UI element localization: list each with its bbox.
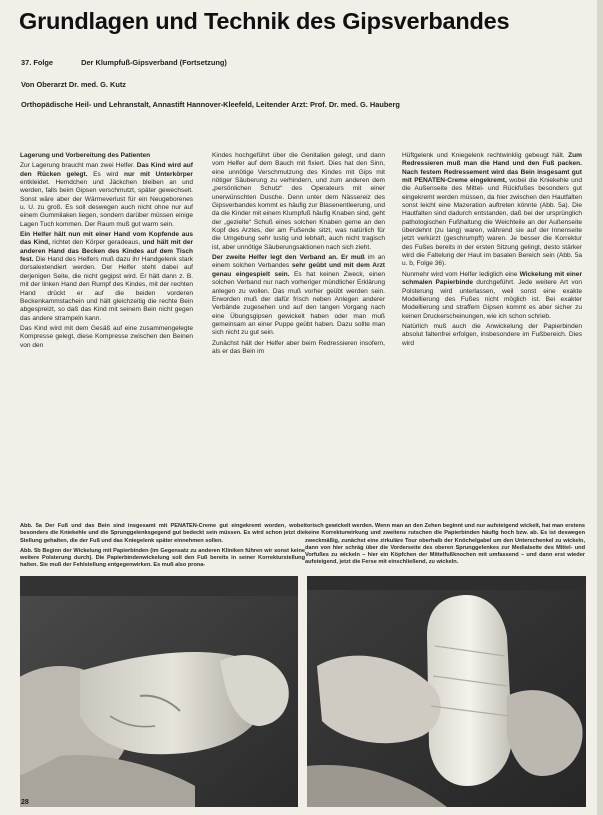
paragraph: Zunächst hält der Helfer aber beim Redressieren insofern, als er das Bein im	[212, 339, 385, 355]
figure-caption-left	[20, 523, 305, 573]
text-column-2	[212, 152, 385, 358]
paragraph: Hüftgelenk und Kniegelenk rechtwinklig gebeugt hält. Zum Redressieren muß man die Hand und den Fuß packen. Nach festem Redressement wird das Bein insgesamt gut mit PENATEN-Creme eingekremt, wobei die Kniekehle und die Außenseite des Mittel- und Rückfußes besonders gut eingekremt werden müssen, da hier zwischen den Hautfalten sonst leicht eine Mazeration auftreten könnte (Abb. 5a). Die Hautfalten sind dadurch entstanden, daß bei der ursprünglich pathologischen Fußhaltung die Weichteile an der Außenseite überdehnt (zu lang) waren, während sie auf der Innenseite jetzt verkürzt (geschrumpft) waren. Je besser die Korrektur des Fußes bereits in der ersten Sitzung gelingt, desto stärker wird die Faltelung der Haut im basalen Bereich sein (Abb. 5a u. b, Folge 36).	[402, 152, 582, 268]
photo-5b-image	[307, 576, 586, 807]
paragraph: Natürlich muß auch die Anwickelung der Papierbinden absolut faltenfrei erfolgen, insbesondere im Fußbereich. Dies wird	[402, 322, 582, 347]
author-line: Von Oberarzt Dr. med. G. Kutz	[21, 80, 126, 89]
page-number: 28	[21, 799, 29, 806]
text-column-1	[20, 152, 193, 352]
page-title: Grundlagen und Technik des Gipsverbandes	[19, 8, 510, 34]
paragraph: Der zweite Helfer legt den Verband an. Er muß im an einem solchen Verbandes sehr geübt und mit dem Arzt genau eingespielt sein. Es hat keinen Zweck, einen solchen Verband nur nach vorheriger mündlicher Erklärung anlegen zu wollen. Das muß vorher geübt werden sein. Erworden muß der dafür frisch neben Anlegen anderer Verbände zugesehen und auf den langen Vorgang nach eine Übungsgipsen gewickelt haben oder man muß gemeinsam an einer Puppe geübt haben. Dazu sollte man sich nicht zu gut sein.	[212, 254, 385, 337]
paragraph: Das Kind wird mit dem Gesäß auf eine zusammengelegte Kompresse gelegt, diese Kompresse zwischen den Beinen von den	[20, 324, 193, 349]
section-heading: Lagerung und Vorbereitung des Patienten	[20, 152, 151, 159]
photo-paper-bandage	[307, 576, 586, 807]
paragraph: Ein Helfer hält nun mit einer Hand vom Kopfende aus das Kind, richtet den Körper geradeaus, und hält mit der anderen Hand das Becken des Kindes auf dem Tisch fest. Die Hand des Helfers muß dazu ihr Handgelenk stark dorsalextendiert werden. Der Helfer steht dabei auf derjenigen Seite, die nicht gegipst wird. Er hält dann z. B. mit der linken Hand den Rumpf des Kindes, mit der rechten Hand drückt er auf die beiden vorderen Beckenkammstachein und hält gleichzeitig die rechte Bein abgespreizt, so daß das Kind mit seinem Bein nicht gegen das andere strampeln kann.	[20, 231, 194, 322]
series-subtitle: Der Klumpfuß-Gipsverband (Fortsetzung)	[81, 58, 227, 67]
paragraph: Kindes hochgeführt über die Genitalien gelegt, und dann vom Helfer auf dem Bauch mit fixiert. Dies hat den Sinn, eine unnötige Verschmutzung des Kindes mit Gips mit nötiger Säuberung zu verhindern, und zum anderen dem „persönlichen Schutz“ des Operateurs mit einer unerwünschten Dusche. Denn unter dem Nässereiz des Gipsverbandes kommt es häufig zur Blasenentleerung, und da die Kinder mit einem Klumpfuß häufig Knaben sind, geht der „gezielte“ Schuß eines solchen Knaben gerne an den Kopf des Arztes, der am Fußende sitzt, was natürlich für die Umgebung sehr lustig und lebhaft, auch nicht tragisch ist, aber unnötige Säuberungsaktionen nach sich zieht.	[212, 152, 385, 251]
figure-caption-right	[305, 523, 585, 570]
paragraph: Zur Lagerung braucht man zwei Helfer. Das Kind wird auf den Rücken gelegt. Es wird nur mit Unterkörper entkleidet. Hemdchen und Jäckchen bleiben an und werden, falls beim Gipsen verschmutzt, später gewechselt. Sonst wäre aber der Wärmeverlust für ein Neugeborenes u. U. zu groß. Es soll deswegen auch nicht ohne nur auf einem Gummilaken liegen, sondern darüber müssen einige Lagen Tuch kommen. Der Raum muß gut warm sein.	[20, 162, 193, 228]
institution-line: Orthopädische Heil- und Lehranstalt, Annastift Hannover-Kleefeld, Leitender Arzt: Prof. Dr. med. G. Hauberg	[21, 100, 400, 109]
series-line	[21, 58, 227, 67]
page-edge	[597, 0, 603, 815]
photo-5a-image	[20, 576, 298, 807]
photo-leg-creme	[20, 576, 298, 807]
paragraph: Nunmehr wird vom Helfer lediglich eine Wickelung mit einer schmalen Papierbinde durchgeführt. Jede weitere Art von Polsterung wird unterlassen, weil sonst eine exakte Modellierung des Fußes nicht möglich ist. Bei exakter Modellierung und straffem Gipsen kommt es aber sicher zu keinen Druckerscheinungen, wie ich schon schrieb.	[402, 270, 582, 320]
caption-continued: torisch gewickelt werden. Wenn man an den Zehen beginnt und nur aufsteigend wickelt, hat man erstens keine Korrekturwirkung und zweitens rutschen die Papierbinden häufig hoch bzw. ab. Es ist deswegen zweckmäßig, zunächst eine zirkuläre Tour oberhalb der Knöchelgabel um den Unterschenkel zu wickeln, dann von hier schräg über die Vorderseite des oberen Sprunggelenkes zur Medialseite des Mittel- und Vorfußes zu wickeln – hier ein Köpfchen der Mittelfußknochen mit umfassend – und dann erst wieder aufsteigend, jetzt die Ferse mit einschließend, zu wickeln.	[305, 523, 585, 566]
caption-5b: Abb. 5b Beginn der Wickelung mit Papierbinden (im Gegensatz zu anderen Kliniken führen wir sonst keine weitere Polsterung durch). Die Papierbindenwickelung soll den Fuß bereits in seiner Korrekturstellung halten. Sie muß der Fehlstellung entgegenwirken. Es muß also prona-	[20, 547, 305, 569]
text-column-3	[402, 152, 582, 350]
series-number: 37. Folge	[21, 58, 54, 67]
caption-5a: Abb. 5a Der Fuß und das Bein sind insgesamt mit PENATEN-Creme gut eingekremt worden, wobei besonders die Kniekehle und die Sprunggelenksgegend gut bedeckt sein müssen. Es wird schon jetzt die Stellung gehalten, die der Fuß und das Kniegelenk später einnehmen sollen.	[20, 523, 305, 544]
